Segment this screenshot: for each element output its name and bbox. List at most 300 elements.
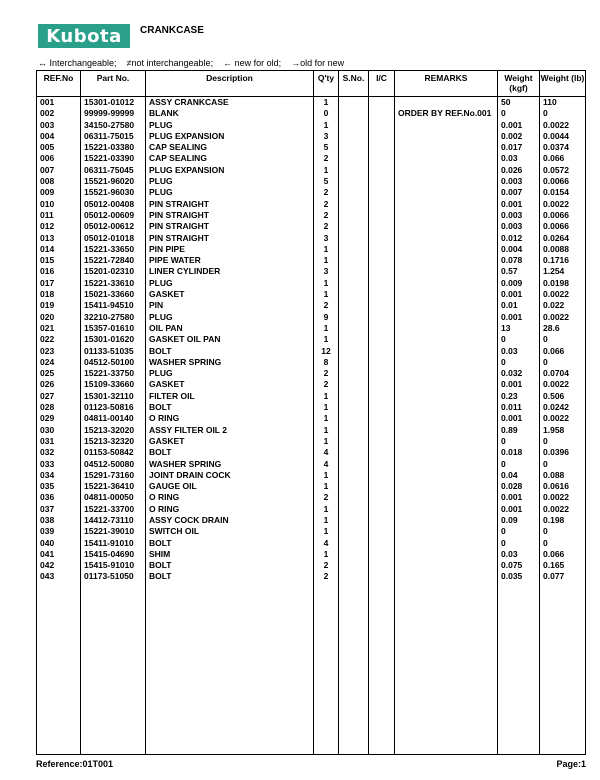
table-cell: GAUGE OIL	[146, 481, 314, 492]
table-row	[37, 368, 586, 379]
table-cell: BOLT	[146, 346, 314, 357]
table-cell: 0	[540, 538, 586, 549]
table-cell	[369, 289, 395, 300]
table-cell: 15221-03390	[81, 153, 146, 164]
table-cell	[369, 459, 395, 470]
table-cell	[395, 289, 498, 300]
table-cell: 05012-00609	[81, 210, 146, 221]
table-cell	[369, 402, 395, 413]
table-cell: 99999-99999	[81, 108, 146, 119]
table-cell: 0.0154	[540, 187, 586, 198]
table-cell	[369, 108, 395, 119]
table-cell: 0.0572	[540, 165, 586, 176]
table-cell	[339, 526, 369, 537]
table-cell	[369, 199, 395, 210]
table-cell: 1	[314, 334, 339, 345]
col-header: Weight (kgf)	[498, 71, 540, 97]
table-cell: 0.0242	[540, 402, 586, 413]
legend	[38, 58, 344, 68]
table-cell: 004	[37, 131, 81, 142]
col-header: REMARKS	[395, 71, 498, 97]
table-cell: 036	[37, 492, 81, 503]
table-cell	[339, 244, 369, 255]
table-cell: 039	[37, 526, 81, 537]
table-cell	[395, 120, 498, 131]
col-header: Q'ty	[314, 71, 339, 97]
table-row	[37, 379, 586, 390]
legend-interchangeable: ↔ Interchangeable;	[38, 58, 117, 68]
table-row	[37, 323, 586, 334]
table-cell: 024	[37, 357, 81, 368]
table-cell	[395, 504, 498, 515]
col-header: Description	[146, 71, 314, 97]
table-cell	[395, 97, 498, 109]
table-cell: 012	[37, 221, 81, 232]
table-cell	[339, 97, 369, 109]
table-cell: 15411-91010	[81, 538, 146, 549]
table-row	[37, 142, 586, 153]
table-cell: 5	[314, 142, 339, 153]
table-cell: GASKET	[146, 379, 314, 390]
table-cell	[395, 346, 498, 357]
table-cell: 2	[314, 492, 339, 503]
table-cell: 15357-01610	[81, 323, 146, 334]
table-row	[37, 221, 586, 232]
table-cell: 0.007	[498, 187, 540, 198]
table-cell	[339, 131, 369, 142]
table-cell	[339, 470, 369, 481]
table-row	[37, 526, 586, 537]
table-cell	[339, 571, 369, 582]
table-cell	[369, 153, 395, 164]
table-cell: 0.001	[498, 379, 540, 390]
table-cell: 9	[314, 312, 339, 323]
table-row	[37, 210, 586, 221]
legend-new-for-old: ← new for old;	[223, 58, 282, 68]
table-cell: 4	[314, 538, 339, 549]
table-cell	[339, 459, 369, 470]
table-cell	[339, 108, 369, 119]
table-cell	[339, 425, 369, 436]
table-cell: 1	[314, 289, 339, 300]
table-cell: 0.066	[540, 153, 586, 164]
table-cell: 0.03	[498, 549, 540, 560]
table-cell	[395, 210, 498, 221]
table-row	[37, 413, 586, 424]
table-cell: 0	[540, 459, 586, 470]
page-number: Page:1	[556, 759, 586, 769]
table-cell: WASHER SPRING	[146, 357, 314, 368]
table-cell: PLUG	[146, 120, 314, 131]
table-row	[37, 571, 586, 582]
table-cell	[369, 255, 395, 266]
table-cell: 1	[314, 402, 339, 413]
table-cell: 0.026	[498, 165, 540, 176]
table-cell	[395, 379, 498, 390]
table-cell	[339, 357, 369, 368]
table-cell: 0	[498, 436, 540, 447]
table-cell: 0.0022	[540, 312, 586, 323]
table-cell	[395, 278, 498, 289]
table-row	[37, 504, 586, 515]
table-cell: JOINT DRAIN COCK	[146, 470, 314, 481]
table-cell: ASSY FILTER OIL 2	[146, 425, 314, 436]
table-cell: 0.002	[498, 131, 540, 142]
table-cell	[369, 210, 395, 221]
table-cell: 0.028	[498, 481, 540, 492]
table-cell: 001	[37, 97, 81, 109]
table-cell: 2	[314, 560, 339, 571]
table-cell: 05012-00612	[81, 221, 146, 232]
table-cell: 5	[314, 176, 339, 187]
table-filler-cell	[395, 583, 498, 755]
col-header: REF.No	[37, 71, 81, 97]
table-cell: 04512-50100	[81, 357, 146, 368]
table-cell: 0.57	[498, 266, 540, 277]
table-cell	[395, 142, 498, 153]
table-cell: 0.23	[498, 391, 540, 402]
table-cell: 15301-01012	[81, 97, 146, 109]
table-cell: 0.011	[498, 402, 540, 413]
table-row	[37, 346, 586, 357]
table-cell: 026	[37, 379, 81, 390]
table-cell: GASKET	[146, 436, 314, 447]
table-cell: 0.0022	[540, 413, 586, 424]
table-cell: 15109-33660	[81, 379, 146, 390]
table-cell: 014	[37, 244, 81, 255]
table-cell: 4	[314, 459, 339, 470]
table-cell: 0.0022	[540, 120, 586, 131]
table-cell: 01173-51050	[81, 571, 146, 582]
table-row	[37, 244, 586, 255]
table-cell	[369, 233, 395, 244]
table-row	[37, 120, 586, 131]
table-cell: 1	[314, 436, 339, 447]
table-cell: 0.0022	[540, 504, 586, 515]
table-cell	[339, 413, 369, 424]
table-cell: 2	[314, 187, 339, 198]
table-cell	[339, 300, 369, 311]
table-cell	[395, 165, 498, 176]
table-cell: 15521-96020	[81, 176, 146, 187]
table-cell: 2	[314, 221, 339, 232]
table-cell	[369, 549, 395, 560]
table-row	[37, 108, 586, 119]
table-filler-cell	[314, 583, 339, 755]
table-cell: FILTER OIL	[146, 391, 314, 402]
table-cell: 15221-36410	[81, 481, 146, 492]
table-cell	[369, 436, 395, 447]
table-cell	[339, 368, 369, 379]
table-cell: 0.09	[498, 515, 540, 526]
table-cell: 2	[314, 300, 339, 311]
table-cell: 006	[37, 153, 81, 164]
table-cell: 05012-01018	[81, 233, 146, 244]
table-cell	[339, 391, 369, 402]
table-cell: 0.0066	[540, 210, 586, 221]
table-cell: 15221-03380	[81, 142, 146, 153]
table-cell	[369, 447, 395, 458]
table-cell: 015	[37, 255, 81, 266]
table-cell: 2	[314, 153, 339, 164]
table-cell	[395, 244, 498, 255]
table-cell	[395, 413, 498, 424]
table-cell: 15021-33660	[81, 289, 146, 300]
table-cell	[339, 312, 369, 323]
table-cell: PLUG	[146, 278, 314, 289]
table-cell: 0	[540, 357, 586, 368]
table-cell: 0.0066	[540, 221, 586, 232]
table-cell	[339, 549, 369, 560]
legend-old-for-new: →old for new	[291, 58, 345, 68]
table-cell: 0.0066	[540, 176, 586, 187]
table-cell: BLANK	[146, 108, 314, 119]
table-cell: 12	[314, 346, 339, 357]
brand-logo-text: Kubota	[46, 25, 122, 47]
table-cell: 0.032	[498, 368, 540, 379]
table-cell	[395, 459, 498, 470]
table-cell: 031	[37, 436, 81, 447]
table-cell	[395, 549, 498, 560]
table-cell: 0	[498, 538, 540, 549]
table-cell	[339, 210, 369, 221]
table-cell: 003	[37, 120, 81, 131]
table-cell: 01123-50816	[81, 402, 146, 413]
table-cell: 0.066	[540, 346, 586, 357]
table-cell: O RING	[146, 413, 314, 424]
table-cell: 1	[314, 165, 339, 176]
table-cell	[369, 131, 395, 142]
table-cell: 0	[540, 108, 586, 119]
table-cell: GASKET OIL PAN	[146, 334, 314, 345]
table-cell: 0.066	[540, 549, 586, 560]
table-cell	[369, 481, 395, 492]
table-cell: WASHER SPRING	[146, 459, 314, 470]
table-cell: 1.958	[540, 425, 586, 436]
table-cell: 15221-33750	[81, 368, 146, 379]
table-cell	[339, 153, 369, 164]
table-cell	[369, 221, 395, 232]
table-cell: 06311-75045	[81, 165, 146, 176]
table-cell: 025	[37, 368, 81, 379]
table-cell: 32210-27580	[81, 312, 146, 323]
reference-label: Reference:01T001	[36, 759, 114, 769]
table-cell	[395, 334, 498, 345]
table-cell: 0	[498, 526, 540, 537]
table-row	[37, 199, 586, 210]
table-cell: 042	[37, 560, 81, 571]
table-cell: 0.003	[498, 176, 540, 187]
table-cell	[339, 379, 369, 390]
table-cell: PIPE WATER	[146, 255, 314, 266]
table-cell	[395, 131, 498, 142]
table-cell	[369, 538, 395, 549]
table-cell	[369, 165, 395, 176]
page-title: CRANKCASE	[140, 25, 204, 36]
table-cell: 1	[314, 526, 339, 537]
table-cell	[369, 391, 395, 402]
table-cell: 1	[314, 278, 339, 289]
table-cell: 28.6	[540, 323, 586, 334]
table-cell: 15201-02310	[81, 266, 146, 277]
table-cell: 011	[37, 210, 81, 221]
table-cell	[339, 346, 369, 357]
table-filler-cell	[540, 583, 586, 755]
table-filler-row	[37, 583, 586, 755]
table-cell: 0	[540, 526, 586, 537]
table-cell: PLUG	[146, 187, 314, 198]
table-cell	[339, 323, 369, 334]
table-cell	[369, 334, 395, 345]
table-row	[37, 549, 586, 560]
table-filler-cell	[339, 583, 369, 755]
table-cell: PLUG	[146, 176, 314, 187]
table-cell: 023	[37, 346, 81, 357]
table-cell: 0.0088	[540, 244, 586, 255]
table-cell	[369, 470, 395, 481]
table-cell	[395, 266, 498, 277]
table-cell: 04811-00050	[81, 492, 146, 503]
table-cell: 0.001	[498, 289, 540, 300]
table-cell: 034	[37, 470, 81, 481]
table-cell	[339, 515, 369, 526]
table-cell: 15213-32320	[81, 436, 146, 447]
table-cell: 038	[37, 515, 81, 526]
table-row	[37, 266, 586, 277]
table-cell: 1	[314, 391, 339, 402]
table-cell	[369, 379, 395, 390]
table-cell	[369, 97, 395, 109]
table-cell	[395, 515, 498, 526]
table-cell: 0.0616	[540, 481, 586, 492]
table-cell: GASKET	[146, 289, 314, 300]
table-cell: LINER CYLINDER	[146, 266, 314, 277]
table-row	[37, 153, 586, 164]
table-cell: 028	[37, 402, 81, 413]
table-cell: 3	[314, 233, 339, 244]
table-cell: PIN PIPE	[146, 244, 314, 255]
table-cell: 007	[37, 165, 81, 176]
table-cell: 0.0022	[540, 492, 586, 503]
table-cell: BOLT	[146, 571, 314, 582]
table-row	[37, 515, 586, 526]
table-cell: 2	[314, 368, 339, 379]
table-cell: 0.001	[498, 199, 540, 210]
table-cell: 002	[37, 108, 81, 119]
col-header: Weight (lb)	[540, 71, 586, 97]
col-header: Part No.	[81, 71, 146, 97]
table-cell: 0.012	[498, 233, 540, 244]
table-cell	[395, 233, 498, 244]
table-cell: 05012-00408	[81, 199, 146, 210]
table-cell: 029	[37, 413, 81, 424]
table-cell: 0.01	[498, 300, 540, 311]
table-cell: 035	[37, 481, 81, 492]
table-row	[37, 481, 586, 492]
table-cell: 04512-50080	[81, 459, 146, 470]
table-cell: 0.009	[498, 278, 540, 289]
table-cell: 0.0264	[540, 233, 586, 244]
table-cell: 0.04	[498, 470, 540, 481]
table-cell	[369, 323, 395, 334]
table-row	[37, 165, 586, 176]
table-cell: 15411-94510	[81, 300, 146, 311]
table-cell	[369, 266, 395, 277]
table-cell: 0.004	[498, 244, 540, 255]
table-cell: 0.077	[540, 571, 586, 582]
table-cell: 15213-32020	[81, 425, 146, 436]
table-cell: 0	[498, 334, 540, 345]
table-cell: 0.001	[498, 492, 540, 503]
table-cell: 037	[37, 504, 81, 515]
table-cell: 010	[37, 199, 81, 210]
table-row	[37, 233, 586, 244]
table-row	[37, 187, 586, 198]
table-cell	[369, 492, 395, 503]
table-cell: O RING	[146, 492, 314, 503]
table-cell: 0	[498, 459, 540, 470]
table-cell	[395, 402, 498, 413]
table-cell: O RING	[146, 504, 314, 515]
table-cell: 1	[314, 481, 339, 492]
table-cell: 0	[540, 334, 586, 345]
table-cell: 0.001	[498, 413, 540, 424]
table-cell: 0.0022	[540, 379, 586, 390]
table-cell: 0.017	[498, 142, 540, 153]
table-cell	[339, 481, 369, 492]
table-cell	[395, 255, 498, 266]
table-cell	[395, 368, 498, 379]
table-cell	[339, 504, 369, 515]
table-cell: 0.0198	[540, 278, 586, 289]
table-cell	[395, 391, 498, 402]
table-cell	[369, 187, 395, 198]
table-cell: 0	[540, 436, 586, 447]
table-cell: 020	[37, 312, 81, 323]
table-cell: 1	[314, 413, 339, 424]
table-cell: ASSY CRANKCASE	[146, 97, 314, 109]
table-row	[37, 357, 586, 368]
table-cell	[339, 165, 369, 176]
table-cell: 0.03	[498, 346, 540, 357]
table-cell: 0.088	[540, 470, 586, 481]
table-cell: 021	[37, 323, 81, 334]
table-cell: 019	[37, 300, 81, 311]
table-cell: 027	[37, 391, 81, 402]
table-cell	[339, 289, 369, 300]
table-cell: BOLT	[146, 402, 314, 413]
table-cell	[395, 153, 498, 164]
table-cell	[369, 244, 395, 255]
table-cell	[339, 266, 369, 277]
table-row	[37, 334, 586, 345]
table-cell	[339, 436, 369, 447]
table-cell: 040	[37, 538, 81, 549]
table-cell: 0.198	[540, 515, 586, 526]
table-cell: 15221-33650	[81, 244, 146, 255]
table-cell: 01133-51035	[81, 346, 146, 357]
table-row	[37, 425, 586, 436]
table-row	[37, 492, 586, 503]
table-cell	[369, 312, 395, 323]
table-cell	[339, 402, 369, 413]
table-cell: 041	[37, 549, 81, 560]
table-cell: PIN STRAIGHT	[146, 199, 314, 210]
table-cell	[339, 278, 369, 289]
table-cell: 01153-50842	[81, 447, 146, 458]
table-cell: 0.003	[498, 221, 540, 232]
table-cell: PLUG	[146, 312, 314, 323]
